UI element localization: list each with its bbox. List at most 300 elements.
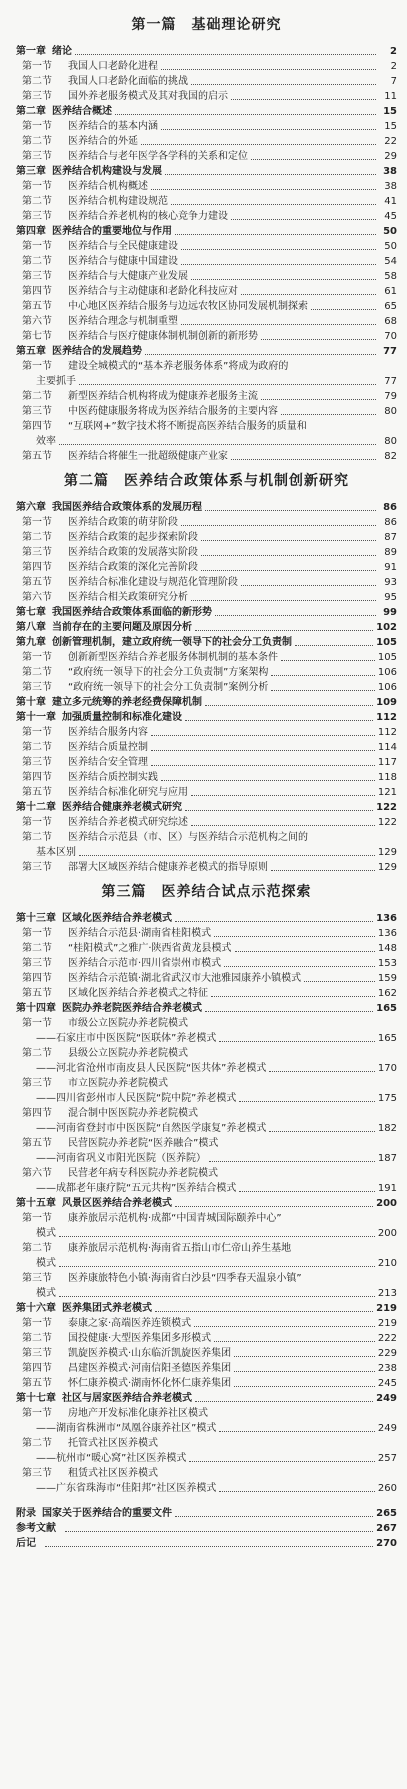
leader-dots: [185, 720, 373, 721]
toc-section-entry[interactable]: [16, 194, 397, 209]
toc-entry-title: 凯旋医养模式·山东临沂凯旋医养集团: [68, 1348, 232, 1359]
toc-entry-label: 第一节: [22, 1213, 52, 1224]
leader-dots: [175, 1206, 373, 1207]
toc-continuation-line[interactable]: [16, 1256, 397, 1271]
toc-entry-title: 医养结合示范镇·湖北省武汉市大池雅园康养小镇模式: [68, 973, 302, 984]
toc-entry-title: 县级公立医院办养老院模式: [68, 1048, 188, 1059]
toc-section-entry[interactable]: [16, 299, 397, 314]
leader-dots: [191, 795, 375, 796]
toc-page-number: 29: [384, 151, 397, 162]
leader-dots: [234, 1356, 375, 1357]
toc-entry-title: 医养结合的重要地位与作用: [52, 226, 172, 237]
toc-page-number: 79: [384, 391, 397, 402]
toc-entry-label: 第十二章: [16, 802, 56, 813]
toc-chapter-entry[interactable]: [16, 695, 397, 710]
toc-section-entry[interactable]: [16, 59, 397, 74]
toc-entry-label: 第一章: [16, 46, 46, 57]
leader-dots: [271, 870, 375, 871]
toc-page-number: 105: [377, 652, 397, 663]
leader-dots: [281, 414, 376, 415]
toc-entry-label: 第七章: [16, 607, 46, 618]
leader-dots: [235, 951, 375, 952]
toc-entry-label: 第七节: [22, 331, 52, 342]
toc-entry-label: 第二节: [22, 391, 52, 402]
leader-dots: [214, 1341, 375, 1342]
toc-section-entry[interactable]: [16, 119, 397, 134]
leader-dots: [175, 1516, 373, 1517]
leader-dots: [209, 1161, 375, 1162]
toc-entry-label: 第三节: [22, 682, 52, 693]
leader-dots: [231, 99, 376, 100]
toc-entry-title: 我国医养结合政策体系的发展历程: [52, 502, 202, 513]
toc-section-entry[interactable]: [16, 419, 397, 434]
toc-entry-label: 第四节: [22, 772, 52, 783]
toc-section-entry[interactable]: [16, 986, 397, 1001]
toc-entry-label: 第四节: [22, 1363, 52, 1374]
leader-dots: [215, 615, 376, 616]
toc-chapter-entry[interactable]: [16, 1196, 397, 1211]
toc-section-entry[interactable]: [16, 575, 397, 590]
toc-page-number: 249: [376, 1393, 397, 1404]
toc-continuation-line[interactable]: [16, 1031, 397, 1046]
leader-dots: [189, 1461, 375, 1462]
toc-entry-label: 第三节: [22, 406, 52, 417]
leader-dots: [269, 1131, 375, 1132]
toc-continuation-line[interactable]: [16, 1121, 397, 1136]
toc-continuation-line[interactable]: [16, 1451, 397, 1466]
toc-entry-title: 我国人口老龄化进程: [68, 61, 158, 72]
toc-entry-title: 我国医养结合政策体系面临的新形势: [52, 607, 212, 618]
toc-entry-label: 第一节: [22, 121, 52, 132]
toc-chapter-entry[interactable]: [16, 44, 397, 59]
leader-dots: [165, 174, 376, 175]
toc-entry-title: ——成都老年康疗院“五元共构”医养结合模式: [36, 1183, 237, 1194]
leader-dots: [115, 114, 376, 115]
toc-section-entry[interactable]: [16, 1211, 397, 1226]
toc-entry-title: 区域化医养结合养老模式: [62, 913, 172, 924]
toc-entry-label: 第二节: [22, 1333, 52, 1344]
toc-entry-label: 第一节: [22, 517, 52, 528]
toc-entry-title: 医养结合与老年医学各学科的关系和定位: [68, 151, 248, 162]
toc-chapter-entry[interactable]: [16, 500, 397, 515]
toc-page-number: 87: [384, 532, 397, 543]
toc-section-entry[interactable]: [16, 545, 397, 560]
toc-entry-label: 第四章: [16, 226, 46, 237]
toc-entry-label: 第三节: [22, 1348, 52, 1359]
toc-entry-label: 第一节: [22, 361, 52, 372]
toc-section-entry[interactable]: [16, 860, 397, 875]
toc-page-number: 249: [377, 1423, 397, 1434]
toc-entry-label: 第十六章: [16, 1303, 56, 1314]
toc-entry-title: 康养旅居示范机构·成都“中国青城国际颐养中心”: [68, 1213, 282, 1224]
toc-section-entry[interactable]: [16, 1331, 397, 1346]
toc-entry-label: 第三节: [22, 271, 52, 282]
leader-dots: [155, 1311, 373, 1312]
toc-continuation-line[interactable]: [16, 845, 397, 860]
toc-page-number: 175: [377, 1093, 397, 1104]
toc-chapter-entry[interactable]: [16, 1536, 397, 1551]
toc-page-number: 77: [383, 346, 397, 357]
toc-continuation-line[interactable]: [16, 1091, 397, 1106]
toc-page-number: 267: [376, 1523, 397, 1534]
toc-entry-title: 国投健康·大型医养集团多形模式: [68, 1333, 212, 1344]
toc-page-number: 58: [384, 271, 397, 282]
toc-chapter-entry[interactable]: [16, 1391, 397, 1406]
toc-page-number: 219: [376, 1303, 397, 1314]
toc-chapter-entry[interactable]: [16, 710, 397, 725]
leader-dots: [195, 630, 373, 631]
toc-entry-label: 第一节: [22, 1018, 52, 1029]
toc-entry-title: 国家关于医养结合的重要文件: [42, 1508, 172, 1519]
toc-section-entry[interactable]: [16, 956, 397, 971]
leader-dots: [205, 510, 376, 511]
toc-page-number: 219: [377, 1318, 397, 1329]
toc-page-number: 129: [377, 862, 397, 873]
toc-section-entry[interactable]: [16, 755, 397, 770]
toc-section-entry[interactable]: [16, 284, 397, 299]
toc-chapter-entry[interactable]: [16, 635, 397, 650]
toc-entry-title: 模式: [36, 1228, 56, 1239]
toc-entry-title: 创新管理机制，建立政府统一领导下的社会分工负责制: [52, 637, 292, 648]
toc-chapter-entry[interactable]: [16, 1001, 397, 1016]
toc-entry-label: 第一节: [22, 652, 52, 663]
toc-page-number: 182: [377, 1123, 397, 1134]
leader-dots: [161, 129, 376, 130]
toc-section-entry[interactable]: [16, 1316, 397, 1331]
leader-dots: [75, 54, 376, 55]
toc-page-number: 117: [377, 757, 397, 768]
toc-entry-label: 第五节: [22, 301, 52, 312]
toc-page-number: 2: [390, 61, 397, 72]
toc-entry-label: 第一节: [22, 928, 52, 939]
toc-section-entry[interactable]: [16, 1241, 397, 1256]
toc-page-number: 80: [384, 406, 397, 417]
toc-entry-label: 第三章: [16, 166, 46, 177]
toc-entry-title: ——广东省珠海市“佳阳邦”社区医养模式: [36, 1483, 217, 1494]
toc-entry-title: 模式: [36, 1258, 56, 1269]
leader-dots: [185, 810, 373, 811]
toc-section-entry[interactable]: [16, 404, 397, 419]
leader-dots: [239, 1191, 375, 1192]
toc-page-number: 106: [377, 667, 397, 678]
toc-page-number: 65: [384, 301, 397, 312]
toc-section-entry[interactable]: [16, 314, 397, 329]
toc-section-entry[interactable]: [16, 1466, 397, 1481]
toc-entry-label: 第九章: [16, 637, 46, 648]
toc-chapter-entry[interactable]: [16, 605, 397, 620]
toc-continuation-line[interactable]: [16, 1061, 397, 1076]
toc-entry-label: 第一节: [22, 1408, 52, 1419]
toc-page-number: 45: [384, 211, 397, 222]
toc-entry-title: 建立多元统筹的养老经费保障机制: [52, 697, 202, 708]
toc-page-number: 112: [377, 727, 397, 738]
leader-dots: [171, 204, 376, 205]
part-title: 第三篇 医养结合试点示范探索: [101, 884, 312, 900]
toc-section-entry[interactable]: [16, 740, 397, 755]
toc-entry-title: 医养结合机构建设规范: [68, 196, 168, 207]
toc-entry-label: 第一节: [22, 817, 52, 828]
toc-page-number: 109: [376, 697, 397, 708]
toc-entry-label: 第二节: [22, 136, 52, 147]
toc-page-number: 50: [384, 241, 397, 252]
leader-dots: [241, 294, 376, 295]
toc-entry-label: 第十五章: [16, 1198, 56, 1209]
leader-dots: [191, 279, 376, 280]
toc-section-entry[interactable]: [16, 1346, 397, 1361]
leader-dots: [219, 1491, 375, 1492]
leader-dots: [181, 249, 376, 250]
toc-continuation-line[interactable]: [16, 1181, 397, 1196]
toc-entry-title: 医院办养老院医养结合养老模式: [62, 1003, 202, 1014]
toc-section-entry[interactable]: [16, 815, 397, 830]
toc-page-number: 22: [384, 136, 397, 147]
leader-dots: [195, 1401, 373, 1402]
toc-entry-title: 医养结合示范县·湖南省桂阳模式: [68, 928, 212, 939]
toc-entry-title: 民营医院办养老院“医养融合”模式: [68, 1138, 219, 1149]
toc-chapter-entry[interactable]: [16, 800, 397, 815]
toc-section-entry[interactable]: [16, 329, 397, 344]
toc-section-entry[interactable]: [16, 89, 397, 104]
toc-entry-label: 第一节: [22, 727, 52, 738]
toc-entry-title: 医养结合安全管理: [68, 757, 148, 768]
toc-continuation-line[interactable]: [16, 1286, 397, 1301]
toc-entry-title: 模式: [36, 1288, 56, 1299]
toc-entry-title: ——河北省沧州市南皮县人民医院“医共体”养老模式: [36, 1063, 267, 1074]
toc-section-entry[interactable]: [16, 359, 397, 374]
toc-chapter-entry[interactable]: [16, 1506, 397, 1521]
toc-entry-label: 第八章: [16, 622, 46, 633]
toc-section-entry[interactable]: [16, 134, 397, 149]
toc-entry-label: 第五章: [16, 346, 46, 357]
toc-section-entry[interactable]: [16, 1046, 397, 1061]
toc-section-entry[interactable]: [16, 785, 397, 800]
toc-entry-label: 第四节: [22, 562, 52, 573]
toc-page-number: 122: [376, 802, 397, 813]
toc-page-number: 91: [384, 562, 397, 573]
toc-section-entry[interactable]: [16, 725, 397, 740]
toc-entry-title: 医养集团式养老模式: [62, 1303, 152, 1314]
leader-dots: [311, 309, 376, 310]
toc-section-entry[interactable]: [16, 530, 397, 545]
toc-section-entry[interactable]: [16, 1016, 397, 1031]
toc-section-entry[interactable]: [16, 1076, 397, 1091]
leader-dots: [214, 936, 375, 937]
toc-page-number: 105: [376, 637, 397, 648]
toc-entry-label: 第五节: [22, 577, 52, 588]
toc-chapter-entry[interactable]: [16, 911, 397, 926]
toc-section-entry[interactable]: [16, 1106, 397, 1121]
toc-entry-title: 风景区医养结合养老模式: [62, 1198, 172, 1209]
leader-dots: [231, 459, 376, 460]
toc-page-number: 191: [377, 1183, 397, 1194]
toc-entry-title: 部署大区域医养结合健康养老模式的指导原则: [68, 862, 268, 873]
toc-section-entry[interactable]: [16, 665, 397, 680]
toc-entry-label: 第四节: [22, 286, 52, 297]
toc-continuation-line[interactable]: [16, 1421, 397, 1436]
toc-page-number: 99: [383, 607, 397, 618]
leader-dots: [241, 585, 376, 586]
toc-chapter-entry[interactable]: [16, 104, 397, 119]
toc-entry-label: 第六节: [22, 316, 52, 327]
toc-section-entry[interactable]: [16, 74, 397, 89]
toc-section-entry[interactable]: [16, 830, 397, 845]
toc-page-number: 136: [377, 928, 397, 939]
toc-section-entry[interactable]: [16, 389, 397, 404]
leader-dots: [261, 399, 376, 400]
toc-page-number: 114: [377, 742, 397, 753]
toc-continuation-line[interactable]: [16, 1151, 397, 1166]
toc-entry-title: 中医药健康服务将成为医养结合服务的主要内容: [68, 406, 278, 417]
toc-continuation-line[interactable]: [16, 434, 397, 449]
toc-entry-label: 第四节: [22, 973, 52, 984]
leader-dots: [191, 600, 376, 601]
leader-dots: [161, 780, 375, 781]
toc-entry-label: 第二节: [22, 742, 52, 753]
toc-section-entry[interactable]: [16, 926, 397, 941]
toc-section-entry[interactable]: [16, 1166, 397, 1181]
toc-page-number: 54: [384, 256, 397, 267]
toc-section-entry[interactable]: [16, 239, 397, 254]
toc-entry-title: ——四川省彭州市人民医院“院中院”养老模式: [36, 1093, 237, 1104]
toc-section-entry[interactable]: [16, 1271, 397, 1286]
toc-continuation-line[interactable]: [16, 1226, 397, 1241]
toc-page-number: 148: [377, 943, 397, 954]
toc-page-number: 210: [377, 1258, 397, 1269]
toc-page-number: 200: [376, 1198, 397, 1209]
leader-dots: [205, 1011, 373, 1012]
toc-entry-label: 第一节: [22, 61, 52, 72]
toc-section-entry[interactable]: [16, 254, 397, 269]
toc-page-number: 93: [384, 577, 397, 588]
toc-page-number: 153: [377, 958, 397, 969]
toc-section-entry[interactable]: [16, 449, 397, 464]
toc-chapter-entry[interactable]: [16, 620, 397, 635]
toc-section-entry[interactable]: [16, 941, 397, 956]
toc-section-entry[interactable]: [16, 650, 397, 665]
toc-section-entry[interactable]: [16, 770, 397, 785]
toc-entry-label: 第二节: [22, 1243, 52, 1254]
toc-section-entry[interactable]: [16, 680, 397, 695]
toc-entry-title: 医养结合政策的萌芽阶段: [68, 517, 178, 528]
toc-entry-title: 区域化医养结合养老模式之特征: [68, 988, 208, 999]
toc-section-entry[interactable]: [16, 971, 397, 986]
toc-page-number: 89: [384, 547, 397, 558]
toc-entry-title: 医养结合示范县（市、区）与医养结合示范机构之间的: [68, 832, 308, 843]
toc-section-entry[interactable]: [16, 149, 397, 164]
toc-entry-title: 医养结合质量控制: [68, 742, 148, 753]
toc-page-number: 2: [390, 46, 397, 57]
toc-chapter-entry[interactable]: [16, 1521, 397, 1536]
toc-entry-title: 医养结合与大健康产业发展: [68, 271, 188, 282]
leader-dots: [201, 555, 376, 556]
toc-entry-title: 房地产开发标准化康养社区模式: [68, 1408, 208, 1419]
toc-entry-label: 第三节: [22, 211, 52, 222]
leader-dots: [59, 1296, 375, 1297]
leader-dots: [201, 540, 376, 541]
leader-dots: [224, 966, 375, 967]
toc-entry-title: 医养结合机构建设与发展: [52, 166, 162, 177]
toc-page-number: 121: [377, 787, 397, 798]
toc-entry-title: 医养结合政策的发展落实阶段: [68, 547, 198, 558]
toc-entry-label: 第二节: [22, 1048, 52, 1059]
toc-entry-title: 效率: [36, 436, 56, 447]
toc-section-entry[interactable]: [16, 209, 397, 224]
toc-chapter-entry[interactable]: [16, 344, 397, 359]
toc-page-number: 118: [377, 772, 397, 783]
toc-continuation-line[interactable]: [16, 1481, 397, 1496]
toc-entry-label: 第十一章: [16, 712, 56, 723]
toc-entry-title: 医养结合相关政策研究分析: [68, 592, 188, 603]
toc-entry-title: 医养结合与全民健康建设: [68, 241, 178, 252]
toc-entry-title: 基本区别: [36, 847, 76, 858]
leader-dots: [205, 705, 373, 706]
toc-section-entry[interactable]: [16, 1136, 397, 1151]
part-title: 第一篇 基础理论研究: [131, 17, 282, 33]
toc-section-entry[interactable]: [16, 515, 397, 530]
toc-entry-label: 第二节: [22, 943, 52, 954]
toc-entry-label: 第五节: [22, 1378, 52, 1389]
toc-page-number: 129: [377, 847, 397, 858]
toc-page-number: 165: [376, 1003, 397, 1014]
toc-entry-label: 第六章: [16, 502, 46, 513]
toc-entry-label: 第四节: [22, 421, 52, 432]
toc-chapter-entry[interactable]: [16, 164, 397, 179]
toc-entry-title: 当前存在的主要问题及原因分析: [52, 622, 192, 633]
toc-section-entry[interactable]: [16, 1376, 397, 1391]
toc-chapter-entry[interactable]: [16, 224, 397, 239]
toc-section-entry[interactable]: [16, 590, 397, 605]
toc-section-entry[interactable]: [16, 269, 397, 284]
toc-page-number: 187: [377, 1153, 397, 1164]
toc-section-entry[interactable]: [16, 179, 397, 194]
toc-section-entry[interactable]: [16, 1361, 397, 1376]
toc-entry-title: 医养康旅特色小镇·海南省白沙县“四季春天温泉小镇”: [68, 1273, 302, 1284]
toc-section-entry[interactable]: [16, 1436, 397, 1451]
toc-entry-title: 医养结合健康养老模式研究: [62, 802, 182, 813]
toc-entry-title: ——湖南省株洲市“凤凰谷康养社区”模式: [36, 1423, 217, 1434]
toc-continuation-line[interactable]: [16, 374, 397, 389]
toc-section-entry[interactable]: [16, 1406, 397, 1421]
toc-page-number: 229: [377, 1348, 397, 1359]
toc-page-number: 95: [384, 592, 397, 603]
toc-entry-title: “政府统一领导下的社会分工负责制”方案架构: [68, 667, 269, 678]
toc-entry-title: ——石家庄市中医医院“医联体”养老模式: [36, 1033, 217, 1044]
toc-entry-label: 参考文献: [16, 1523, 56, 1534]
leader-dots: [211, 996, 375, 997]
leader-dots: [151, 750, 375, 751]
toc-entry-label: 第十七章: [16, 1393, 56, 1404]
toc-page-number: 82: [384, 451, 397, 462]
toc-entry-label: 第三节: [22, 91, 52, 102]
toc-entry-title: 市级公立医院办养老院模式: [68, 1018, 188, 1029]
leader-dots: [201, 570, 376, 571]
toc-entry-title: 创新新型医养结合养老服务体制机制的基本条件: [68, 652, 278, 663]
toc-entry-label: 附录: [16, 1508, 36, 1519]
toc-entry-title: 医养结合服务内容: [68, 727, 148, 738]
toc-entry-title: 医养结合概述: [52, 106, 112, 117]
toc-page-number: 102: [376, 622, 397, 633]
toc-entry-label: 第五节: [22, 787, 52, 798]
toc-chapter-entry[interactable]: [16, 1301, 397, 1316]
toc-entry-label: 第二节: [22, 256, 52, 267]
toc-section-entry[interactable]: [16, 560, 397, 575]
toc-entry-label: 第六节: [22, 592, 52, 603]
toc-entry-title: 我国人口老龄化面临的挑战: [68, 76, 188, 87]
toc-page-number: 222: [377, 1333, 397, 1344]
toc-entry-label: 第三节: [22, 547, 52, 558]
toc-page-number: 50: [383, 226, 397, 237]
toc-page-number: 70: [384, 331, 397, 342]
